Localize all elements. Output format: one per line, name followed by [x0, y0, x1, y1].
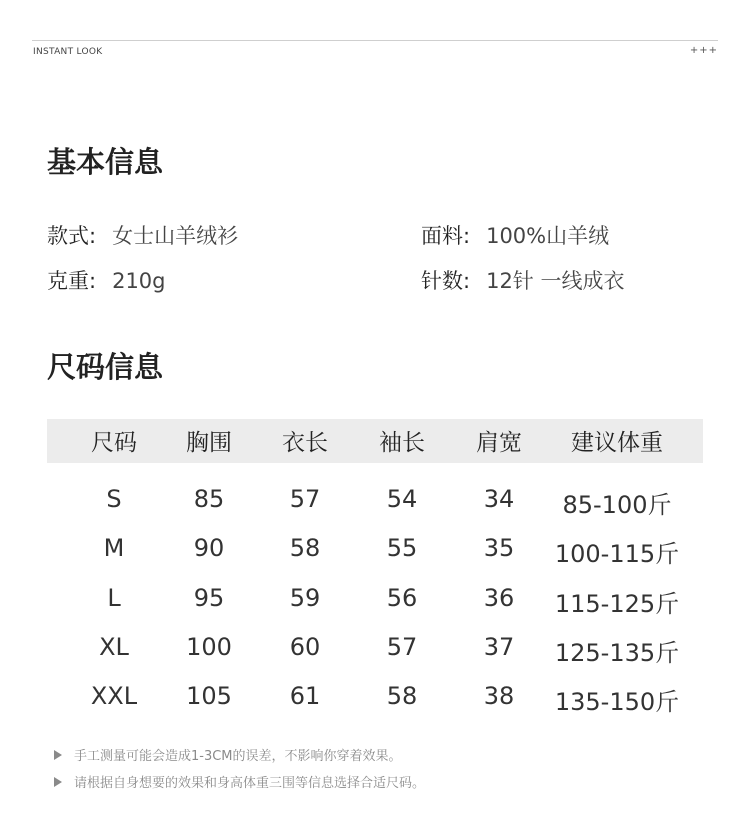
size-info-title: 尺码信息	[47, 350, 164, 384]
size-cell: XXL	[90, 682, 138, 710]
triangle-bullet-icon	[54, 750, 62, 760]
size-cell: 58	[289, 534, 321, 562]
size-cell: L	[107, 584, 121, 612]
size-cell: 105	[186, 682, 232, 710]
note-text: 手工测量可能会造成1-3CM的误差，不影响你穿着效果。	[74, 749, 402, 764]
note-text: 请根据自身想要的效果和身高体重三围等信息选择合适尺码。	[74, 776, 426, 791]
size-cell: 85	[193, 485, 225, 513]
note-measurement	[54, 745, 402, 764]
size-cell: 57	[289, 485, 321, 513]
size-cell: 135-150斤	[554, 688, 680, 716]
info-value: 12针 一线成衣	[486, 269, 625, 293]
size-cell: 90	[193, 534, 225, 562]
size-cell: 115-125斤	[554, 590, 680, 618]
size-cell: 85-100斤	[562, 491, 672, 519]
size-cell: 100	[186, 633, 232, 661]
header-divider	[32, 40, 718, 41]
size-table-header: 袖长	[379, 430, 425, 456]
info-label: 款式:	[47, 224, 97, 248]
size-cell: 59	[289, 584, 321, 612]
size-cell: 57	[386, 633, 418, 661]
info-item-gauge	[421, 265, 624, 295]
brand-label: INSTANT LOOK	[33, 47, 103, 57]
size-table-header: 胸围	[186, 430, 232, 456]
info-item-weight	[47, 265, 166, 295]
info-label: 面料:	[421, 224, 471, 248]
info-item-style	[47, 220, 238, 250]
size-table-header: 建议体重	[571, 430, 663, 456]
size-cell: 35	[483, 534, 515, 562]
info-value: 210g	[112, 269, 166, 293]
size-cell: 61	[289, 682, 321, 710]
info-value: 100%山羊绒	[486, 224, 610, 248]
size-cell: 60	[289, 633, 321, 661]
size-table-header: 尺码	[91, 430, 137, 456]
size-cell: 36	[483, 584, 515, 612]
info-label: 针数:	[421, 269, 471, 293]
size-cell: XL	[99, 633, 129, 661]
size-cell: 38	[483, 682, 515, 710]
triangle-bullet-icon	[54, 777, 62, 787]
note-size-advice	[54, 772, 425, 791]
size-cell: 55	[386, 534, 418, 562]
size-cell: 34	[483, 485, 515, 513]
size-cell: M	[103, 534, 125, 562]
size-cell: 95	[193, 584, 225, 612]
size-cell: 56	[386, 584, 418, 612]
info-label: 克重:	[47, 269, 97, 293]
ornament-plus: +++	[689, 45, 718, 56]
size-cell: 58	[386, 682, 418, 710]
info-value: 女士山羊绒衫	[112, 224, 239, 248]
size-table-header: 肩宽	[476, 430, 522, 456]
size-cell: 37	[483, 633, 515, 661]
size-cell: 125-135斤	[554, 639, 680, 667]
info-item-fabric	[421, 220, 609, 250]
size-cell: S	[106, 485, 122, 513]
size-cell: 54	[386, 485, 418, 513]
size-table-header: 衣长	[282, 430, 328, 456]
size-cell: 100-115斤	[554, 540, 680, 568]
basic-info-title: 基本信息	[47, 145, 164, 179]
